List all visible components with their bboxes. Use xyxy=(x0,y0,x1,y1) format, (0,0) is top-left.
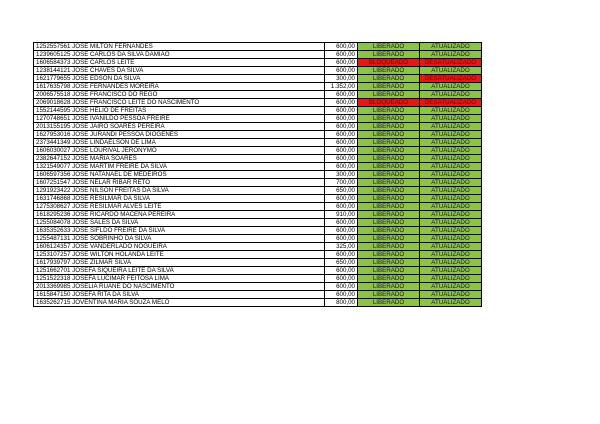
id-name-cell xyxy=(34,179,325,187)
update-cell: ATUALIZADO xyxy=(420,219,482,227)
status-cell: BLOQUEADO xyxy=(358,59,420,67)
table-row xyxy=(34,147,482,155)
id-cell: 1615847150 xyxy=(36,291,71,298)
table-row xyxy=(34,227,482,235)
name-cell: JOSE EDSON DA SILVA xyxy=(72,75,141,82)
value-cell: 600,00 xyxy=(325,107,358,115)
id-name-cell xyxy=(34,83,325,91)
table-row xyxy=(34,107,482,115)
value-cell: 600,00 xyxy=(325,195,358,203)
value-cell: 300,00 xyxy=(325,171,358,179)
status-cell: LIBERADO xyxy=(358,195,420,203)
id-cell: 1275308627 xyxy=(36,203,71,210)
table-row xyxy=(34,83,482,91)
id-name-cell xyxy=(34,75,325,83)
id-cell: 1606030027 xyxy=(36,147,71,154)
id-name-cell xyxy=(34,283,325,291)
name-cell: JOSE NELAR RIBAR RETO xyxy=(72,179,151,186)
id-name-cell xyxy=(34,91,325,99)
name-cell: JOSE MILTON FERNANDES xyxy=(72,43,153,50)
value-cell: 600,00 xyxy=(325,43,358,51)
id-name-cell xyxy=(34,299,325,307)
update-cell: ATUALIZADO xyxy=(420,123,482,131)
status-cell: LIBERADO xyxy=(358,219,420,227)
update-cell: ATUALIZADO xyxy=(420,251,482,259)
status-cell: LIBERADO xyxy=(358,211,420,219)
update-cell: ATUALIZADO xyxy=(420,291,482,299)
status-cell: LIBERADO xyxy=(358,75,420,83)
id-name-cell xyxy=(34,59,325,67)
status-cell: LIBERADO xyxy=(358,179,420,187)
value-cell: 600,00 xyxy=(325,115,358,123)
update-cell: ATUALIZADO xyxy=(420,107,482,115)
name-cell: JOSE LINDAELSON DE LIMA xyxy=(72,139,156,146)
id-name-cell xyxy=(34,187,325,195)
name-cell: JOSE JURANDI PESSOA DIOGENES xyxy=(72,131,179,138)
id-cell: 1618295236 xyxy=(36,211,71,218)
id-name-cell xyxy=(34,99,325,107)
table-row xyxy=(34,251,482,259)
id-cell: 1607251547 xyxy=(36,179,71,186)
name-cell: JOSE RESILMAR DA SILVA xyxy=(72,195,150,202)
value-cell: 600,00 xyxy=(325,227,358,235)
update-cell: ATUALIZADO xyxy=(420,203,482,211)
value-cell: 600,00 xyxy=(325,139,358,147)
update-cell: DESATUALIZADO xyxy=(420,75,482,83)
status-cell: LIBERADO xyxy=(358,67,420,75)
id-name-cell xyxy=(34,291,325,299)
name-cell: JOSE SOBRINHO DA SILVA xyxy=(72,235,152,242)
table-row xyxy=(34,51,482,59)
value-cell: 600,00 xyxy=(325,275,358,283)
value-cell: 600,00 xyxy=(325,163,358,171)
status-cell: LIBERADO xyxy=(358,235,420,243)
name-cell: JOSE SIFLDO FREIRE DA SILVA xyxy=(72,227,166,234)
value-cell: 600,00 xyxy=(325,67,358,75)
id-cell: 1252557561 xyxy=(36,43,71,50)
status-cell: LIBERADO xyxy=(358,283,420,291)
id-name-cell xyxy=(34,131,325,139)
update-cell: ATUALIZADO xyxy=(420,115,482,123)
table-row xyxy=(34,203,482,211)
status-cell: LIBERADO xyxy=(358,163,420,171)
id-name-cell xyxy=(34,235,325,243)
value-cell: 600,00 xyxy=(325,99,358,107)
value-cell: 650,00 xyxy=(325,187,358,195)
id-cell: 1255487131 xyxy=(36,235,71,242)
table-row xyxy=(34,235,482,243)
name-cell: JOSE IVANILDO PESSOA FREIRE xyxy=(72,115,170,122)
id-cell: 1270748651 xyxy=(36,115,71,122)
name-cell: JOSE NATANAEL DE MEDEIROS xyxy=(72,171,167,178)
id-cell: 1239605125 xyxy=(36,51,71,58)
update-cell: ATUALIZADO xyxy=(420,195,482,203)
name-cell: JOSE RICARDO MACENA PEREIRA xyxy=(72,211,176,218)
id-cell: 1291923422 xyxy=(36,187,71,194)
value-cell: 910,00 xyxy=(325,211,358,219)
id-cell: 1606124357 xyxy=(36,243,71,250)
beneficiary-table xyxy=(33,42,482,307)
table-row xyxy=(34,163,482,171)
name-cell: JOSE NILSON FREITAS DA SILVA xyxy=(72,187,169,194)
table-row xyxy=(34,195,482,203)
status-cell: LIBERADO xyxy=(358,243,420,251)
value-cell: 700,00 xyxy=(325,179,358,187)
value-cell: 600,00 xyxy=(325,267,358,275)
value-cell: 600,00 xyxy=(325,291,358,299)
table-body xyxy=(34,43,482,307)
id-cell: 1627953016 xyxy=(36,131,71,138)
value-cell: 600,00 xyxy=(325,155,358,163)
id-cell: 1635352633 xyxy=(36,227,71,234)
name-cell: JOVENTINA MARIA SOUZA MELO xyxy=(72,299,170,306)
table-row xyxy=(34,267,482,275)
id-name-cell xyxy=(34,123,325,131)
name-cell: JOSE HELIO DE FREITAS xyxy=(72,107,147,114)
table-row xyxy=(34,139,482,147)
value-cell: 600,00 xyxy=(325,123,358,131)
table-row xyxy=(34,123,482,131)
table-row xyxy=(34,59,482,67)
id-name-cell xyxy=(34,67,325,75)
id-cell: 1617635798 xyxy=(36,83,71,90)
name-cell: JOSE JAIRO SOARES PEREIRA xyxy=(72,123,165,130)
table-row xyxy=(34,91,482,99)
id-name-cell xyxy=(34,171,325,179)
status-cell: LIBERADO xyxy=(358,91,420,99)
table-row xyxy=(34,211,482,219)
id-cell: 2382647152 xyxy=(36,155,71,162)
update-cell: ATUALIZADO xyxy=(420,283,482,291)
value-cell: 600,00 xyxy=(325,51,358,59)
table-row xyxy=(34,155,482,163)
id-cell: 1631746868 xyxy=(36,195,71,202)
update-cell: DESATUALIZADO xyxy=(420,99,482,107)
update-cell: ATUALIZADO xyxy=(420,43,482,51)
name-cell: JOSE MARIA SOARES xyxy=(72,155,137,162)
status-cell: LIBERADO xyxy=(358,203,420,211)
status-cell: LIBERADO xyxy=(358,123,420,131)
id-cell: 2069018628 xyxy=(36,99,71,106)
table-row xyxy=(34,275,482,283)
name-cell: JOSE FRANCISCO LEITE DO NASCIMENTO xyxy=(72,99,200,106)
status-cell: LIBERADO xyxy=(358,107,420,115)
update-cell: ATUALIZADO xyxy=(420,227,482,235)
id-name-cell xyxy=(34,211,325,219)
table-row xyxy=(34,283,482,291)
id-cell: 2013369985 xyxy=(36,283,71,290)
value-cell: 600,00 xyxy=(325,131,358,139)
table-row xyxy=(34,219,482,227)
value-cell: 600,00 xyxy=(325,59,358,67)
id-cell: 1606584373 xyxy=(36,59,71,66)
id-cell: 1251662701 xyxy=(36,267,71,274)
id-cell: 1238144121 xyxy=(36,67,71,74)
status-cell: LIBERADO xyxy=(358,291,420,299)
id-name-cell xyxy=(34,267,325,275)
value-cell: 300,00 xyxy=(325,75,358,83)
table-row xyxy=(34,291,482,299)
status-cell: LIBERADO xyxy=(358,115,420,123)
update-cell: ATUALIZADO xyxy=(420,243,482,251)
update-cell: ATUALIZADO xyxy=(420,155,482,163)
status-cell: LIBERADO xyxy=(358,51,420,59)
table-row xyxy=(34,75,482,83)
id-cell: 1253107257 xyxy=(36,251,71,258)
status-cell: LIBERADO xyxy=(358,139,420,147)
value-cell: 600,00 xyxy=(325,203,358,211)
table-row xyxy=(34,187,482,195)
table-row xyxy=(34,259,482,267)
value-cell: 1.352,00 xyxy=(325,83,358,91)
id-cell: 2013155195 xyxy=(36,123,71,130)
id-name-cell xyxy=(34,51,325,59)
name-cell: JOSE FERNANDES MOREIRA xyxy=(72,83,159,90)
value-cell: 600,00 xyxy=(325,251,358,259)
id-name-cell xyxy=(34,43,325,51)
id-name-cell xyxy=(34,139,325,147)
id-name-cell xyxy=(34,195,325,203)
id-name-cell xyxy=(34,155,325,163)
status-cell: LIBERADO xyxy=(358,131,420,139)
id-cell: 1606597356 xyxy=(36,171,71,178)
name-cell: JOSE SALES DA SILVA xyxy=(72,219,139,226)
update-cell: ATUALIZADO xyxy=(420,83,482,91)
status-cell: LIBERADO xyxy=(358,147,420,155)
id-cell: 2373441349 xyxy=(36,139,71,146)
id-name-cell xyxy=(34,227,325,235)
status-cell: LIBERADO xyxy=(358,227,420,235)
table-row xyxy=(34,67,482,75)
update-cell: ATUALIZADO xyxy=(420,171,482,179)
value-cell: 600,00 xyxy=(325,235,358,243)
id-name-cell xyxy=(34,275,325,283)
status-cell: LIBERADO xyxy=(358,275,420,283)
id-name-cell xyxy=(34,203,325,211)
table-row xyxy=(34,131,482,139)
update-cell: ATUALIZADO xyxy=(420,163,482,171)
update-cell: ATUALIZADO xyxy=(420,259,482,267)
id-cell: 1635262715 xyxy=(36,299,71,306)
status-cell: LIBERADO xyxy=(358,267,420,275)
value-cell: 600,00 xyxy=(325,147,358,155)
name-cell: JOSE LOURIVAL JERONYMO xyxy=(72,147,157,154)
status-cell: LIBERADO xyxy=(358,187,420,195)
id-name-cell xyxy=(34,219,325,227)
status-cell: LIBERADO xyxy=(358,299,420,307)
table-row xyxy=(34,43,482,51)
name-cell: JOSE RESILMAR ALVES LEITE xyxy=(72,203,162,210)
name-cell: JOSE FRANCISCO DO REGO xyxy=(72,91,158,98)
update-cell: ATUALIZADO xyxy=(420,67,482,75)
status-cell: LIBERADO xyxy=(358,43,420,51)
table-row xyxy=(34,179,482,187)
id-cell: 1251522318 xyxy=(36,275,71,282)
id-name-cell xyxy=(34,115,325,123)
update-cell: ATUALIZADO xyxy=(420,139,482,147)
name-cell: JOSE WILTON HOLANDA LEITE xyxy=(72,251,164,258)
table-row xyxy=(34,171,482,179)
name-cell: JOSE ZILMAR SILVA xyxy=(72,259,132,266)
status-cell: BLOQUEADO xyxy=(358,99,420,107)
status-cell: LIBERADO xyxy=(358,259,420,267)
name-cell: JOSEFA SIQUEIRA LEITE DA SILVA xyxy=(72,267,174,274)
value-cell: 800,00 xyxy=(325,299,358,307)
value-cell: 650,00 xyxy=(325,259,358,267)
table-row xyxy=(34,299,482,307)
value-cell: 325,00 xyxy=(325,243,358,251)
update-cell: ATUALIZADO xyxy=(420,91,482,99)
id-name-cell xyxy=(34,147,325,155)
update-cell: ATUALIZADO xyxy=(420,211,482,219)
table-row xyxy=(34,115,482,123)
id-name-cell xyxy=(34,259,325,267)
update-cell: ATUALIZADO xyxy=(420,147,482,155)
value-cell: 600,00 xyxy=(325,283,358,291)
update-cell: ATUALIZADO xyxy=(420,235,482,243)
update-cell: ATUALIZADO xyxy=(420,267,482,275)
status-cell: LIBERADO xyxy=(358,155,420,163)
name-cell: JOSE VANDERLADO NOGUEIRA xyxy=(72,243,167,250)
id-name-cell xyxy=(34,163,325,171)
id-cell: 1255084078 xyxy=(36,219,71,226)
id-cell: 2006575518 xyxy=(36,91,71,98)
id-cell: 1552144595 xyxy=(36,107,71,114)
id-cell: 1617939797 xyxy=(36,259,71,266)
update-cell: ATUALIZADO xyxy=(420,131,482,139)
update-cell: ATUALIZADO xyxy=(420,179,482,187)
id-cell: 1321549077 xyxy=(36,163,71,170)
update-cell: ATUALIZADO xyxy=(420,275,482,283)
table-row xyxy=(34,243,482,251)
id-name-cell xyxy=(34,251,325,259)
status-cell: LIBERADO xyxy=(358,171,420,179)
name-cell: JOSE CARLOS DA SILVA DAMIAO xyxy=(72,51,170,58)
name-cell: JOSE CHAVES DA SILVA xyxy=(72,67,144,74)
name-cell: JOSE MARTIM FREIRE DA SILVA xyxy=(72,163,168,170)
name-cell: JOSEFA LUCIMAR FEITOSA LIMA xyxy=(72,275,170,282)
id-name-cell xyxy=(34,243,325,251)
update-cell: ATUALIZADO xyxy=(420,299,482,307)
update-cell: DESATUALIZADO xyxy=(420,59,482,67)
status-cell: LIBERADO xyxy=(358,251,420,259)
name-cell: JOSELIA RUANE DO NASCIMENTO xyxy=(72,283,175,290)
update-cell: ATUALIZADO xyxy=(420,187,482,195)
id-name-cell xyxy=(34,107,325,115)
update-cell: ATUALIZADO xyxy=(420,51,482,59)
status-cell: LIBERADO xyxy=(358,83,420,91)
name-cell: JOSEFA RITA DA SILVA xyxy=(72,291,139,298)
id-cell: 1621779655 xyxy=(36,75,71,82)
table-row xyxy=(34,99,482,107)
value-cell: 600,00 xyxy=(325,91,358,99)
value-cell: 600,00 xyxy=(325,219,358,227)
name-cell: JOSE CARLOS LEITE xyxy=(72,59,135,66)
